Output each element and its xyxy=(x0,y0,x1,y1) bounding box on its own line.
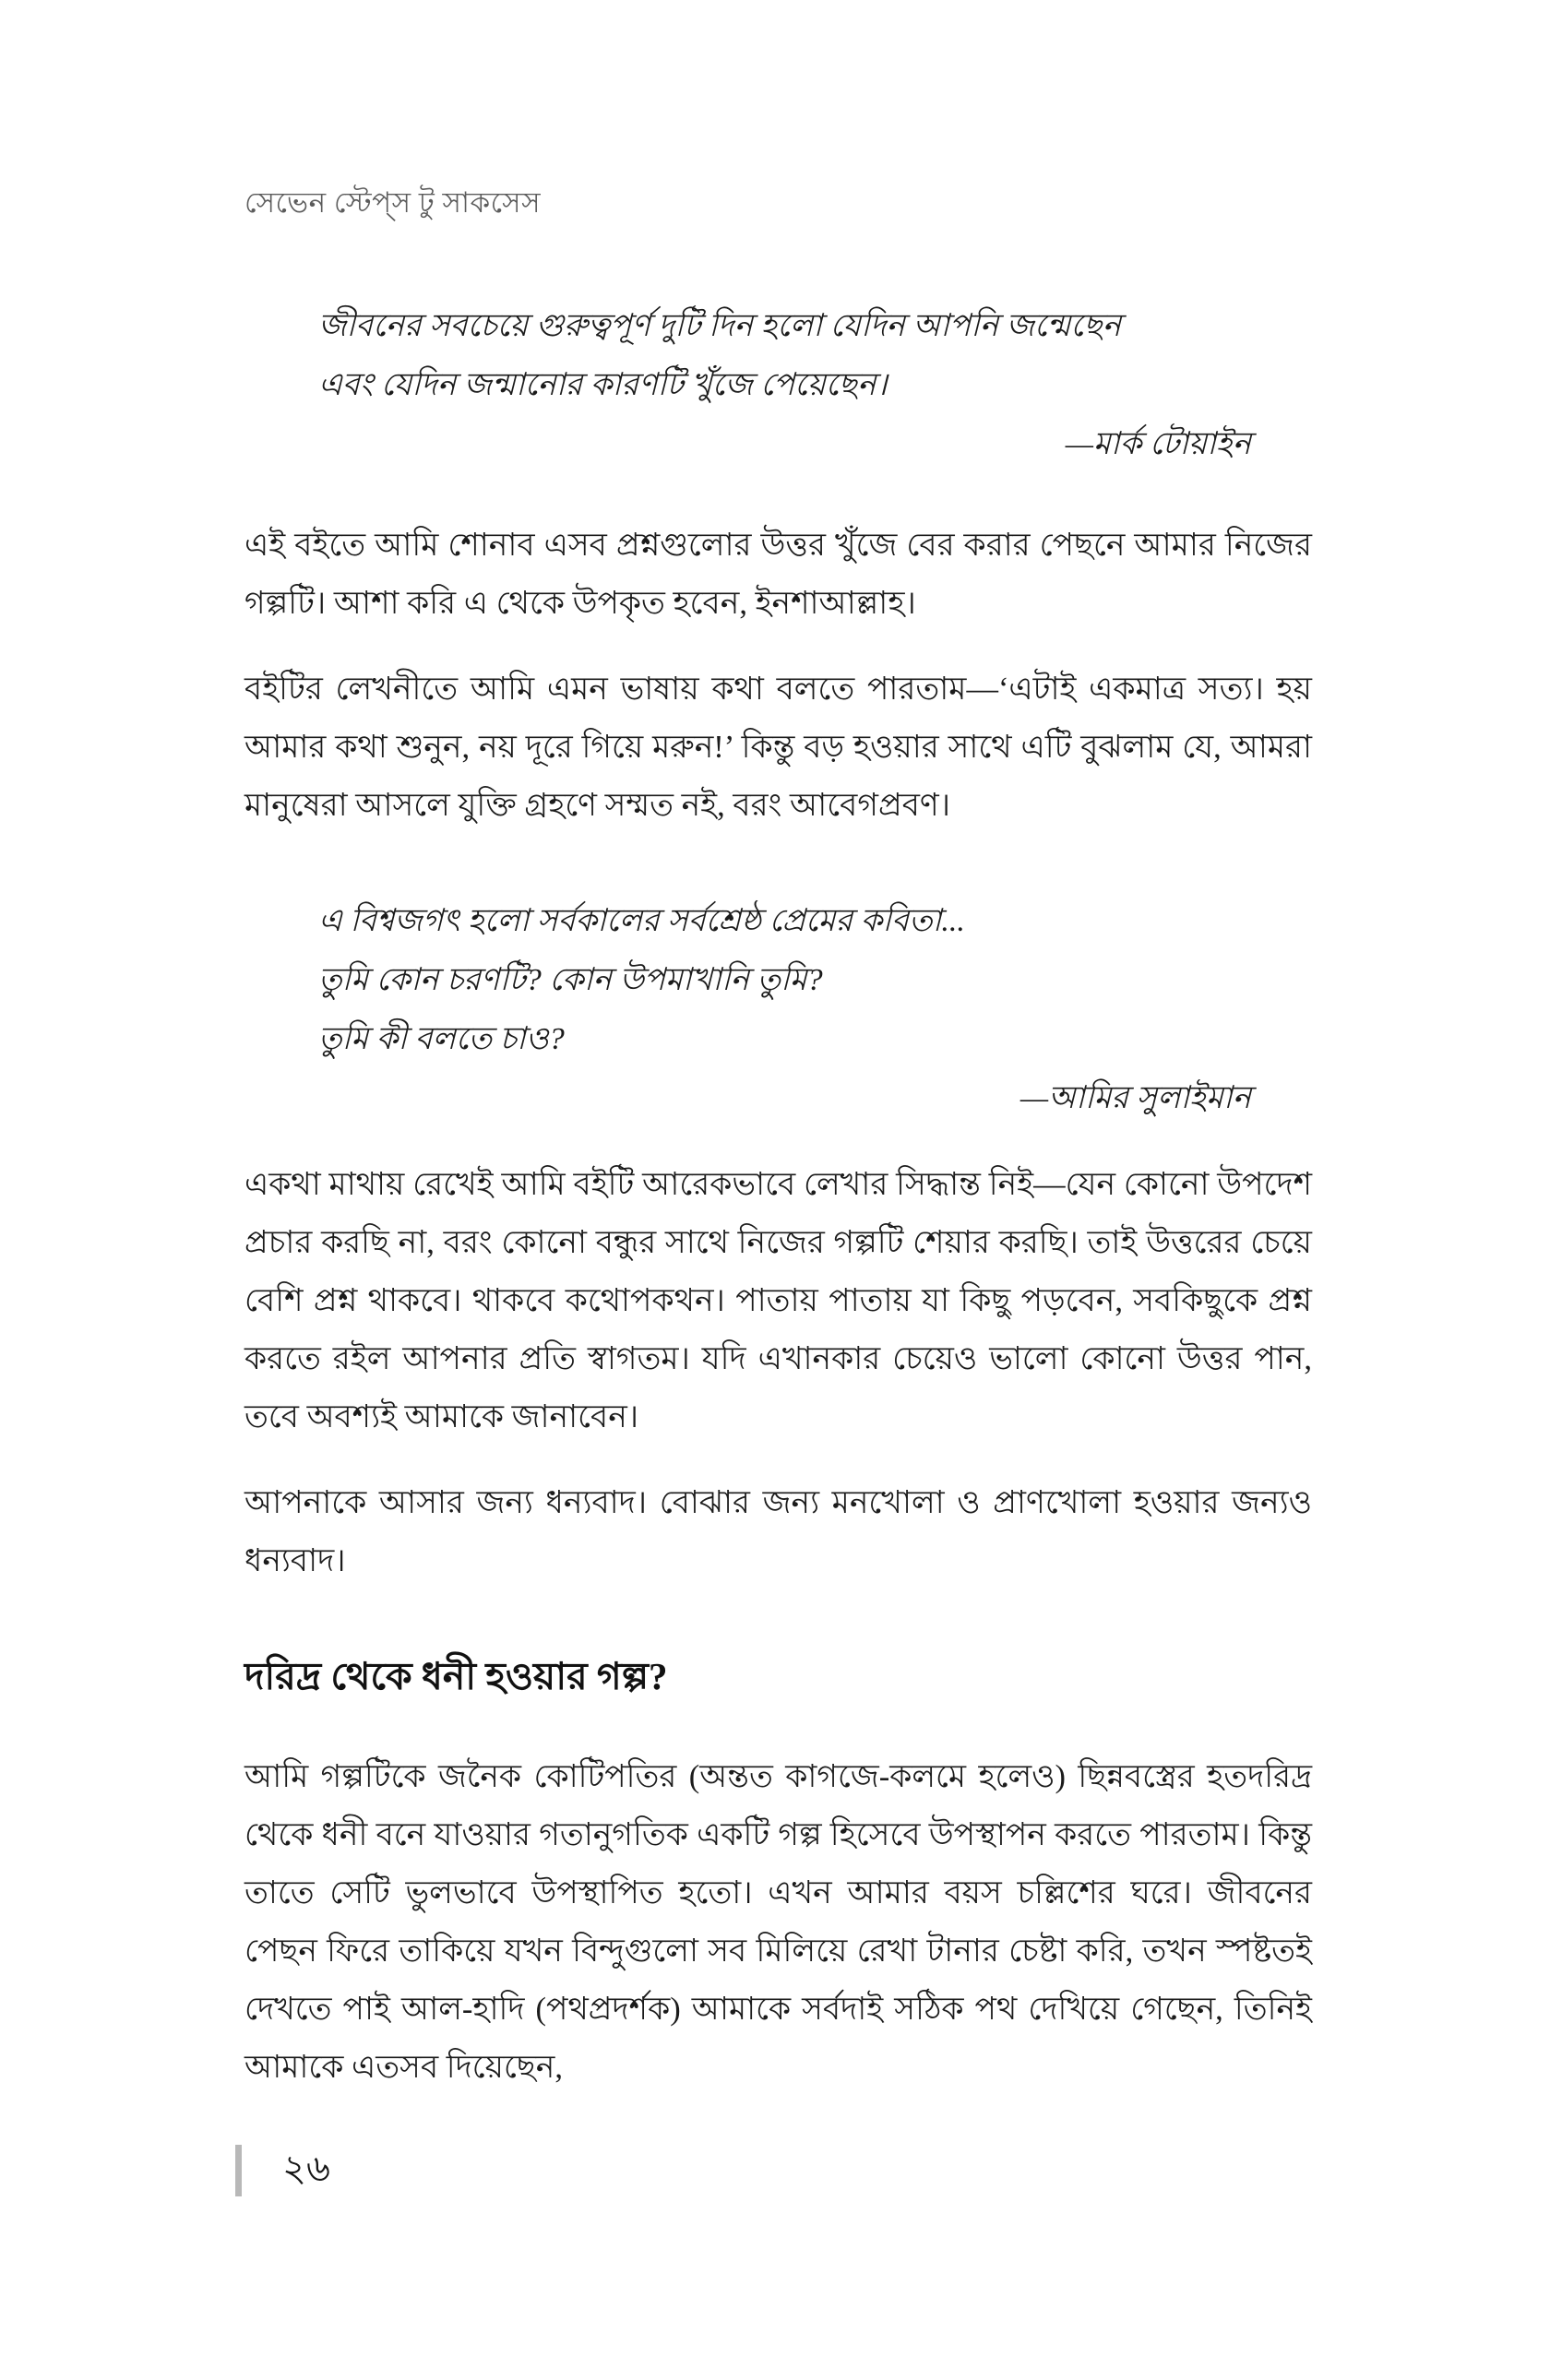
quote-line: জীবনের সবচেয়ে গুরুত্বপূর্ণ দুটি দিন হলো যেদিন আপনি জন্মেছেন xyxy=(318,309,1121,343)
quote-line: তুমি কী বলতে চাও? xyxy=(318,1022,565,1056)
page-number-bar xyxy=(235,2145,242,2196)
body-paragraph: আমি গল্পটিকে জনৈক কোটিপতির (অন্তত কাগজে-কলমে হলেও) ছিন্নবস্ত্রের হতদরিদ্র থেকে ধনী বনে যাওয়ার গতানুগতিক একটি গল্প হিসেবে উপস্থাপন করতে পারতাম। কিন্তু তাতে সেটি ভুলভাবে উপস্থাপিত হতো। এখন আমার বয়স চল্লিশের ঘরে। জীবনের পেছন ফিরে তাকিয়ে যখন বিন্দুগুলো সব মিলিয়ে রেখা টানার চেষ্টা করি, তখন স্পষ্টতই দেখতে পাই আল-হাদি (পথপ্রদর্শক) আমাকে সর্বদাই সঠিক পথ দেখিয়ে গেছেন, তিনিই আমাকে এতসব দিয়েছেন, xyxy=(244,1759,1312,2085)
quote-line: এ বিশ্বজগৎ হলো সর্বকালের সর্বশ্রেষ্ঠ প্রেমের কবিতা... xyxy=(318,904,965,938)
quote-attribution: —আমির সুলাইমান xyxy=(1019,1081,1251,1115)
page-number: ২৬ xyxy=(282,2148,331,2189)
body-paragraph: একথা মাথায় রেখেই আমি বইটি আরেকভাবে লেখার সিদ্ধান্ত নিই—যেন কোনো উপদেশ প্রচার করছি না, বরং কোনো বন্ধুর সাথে নিজের গল্পটি শেয়ার করছি। তাই উত্তরের চেয়ে বেশি প্রশ্ন থাকবে। থাকবে কথোপকথন। পাতায় পাতায় যা কিছু পড়বেন, সবকিছুকে প্রশ্ন করতে রইল আপনার প্রতি স্বাগতম। যদি এখানকার চেয়েও ভালো কোনো উত্তর পান, তবে অবশ্যই আমাকে জানাবেন। xyxy=(244,1167,1312,1434)
quote-attribution: —মার্ক টোয়াইন xyxy=(1065,427,1251,461)
epigraph-quote-amir-sulaiman xyxy=(318,892,1251,1128)
quote-line: এবং যেদিন জন্মানোর কারণটি খুঁজে পেয়েছেন। xyxy=(318,368,888,402)
body-paragraph: আপনাকে আসার জন্য ধন্যবাদ। বোঝার জন্য মনখোলা ও প্রাণখোলা হওয়ার জন্যও ধন্যবাদ। xyxy=(244,1485,1312,1578)
page-footer xyxy=(235,2139,1312,2201)
body-paragraph: এই বইতে আমি শোনাব এসব প্রশ্নগুলোর উত্তর খুঁজে বের করার পেছনে আমার নিজের গল্পটি। আশা করি এ থেকে উপকৃত হবেন, ইনশাআল্লাহ। xyxy=(244,528,1312,621)
epigraph-quote-mark-twain xyxy=(318,297,1251,474)
section-heading: দরিদ্র থেকে ধনী হওয়ার গল্প? xyxy=(244,1655,668,1697)
running-header: সেভেন স্টেপ্‌স টু সাকসেস xyxy=(244,186,542,219)
quote-line: তুমি কোন চরণটি? কোন উপমাখানি তুমি? xyxy=(318,963,823,997)
body-paragraph: বইটির লেখনীতে আমি এমন ভাষায় কথা বলতে পারতাম—‘এটাই একমাত্র সত্য। হয় আমার কথা শুনুন, নয় দূরে গিয়ে মরুন!’ কিন্তু বড় হওয়ার সাথে এটি বুঝলাম যে, আমরা মানুষেরা আসলে যুক্তি গ্রহণে সম্মত নই, বরং আবেগপ্রবণ। xyxy=(244,672,1312,823)
